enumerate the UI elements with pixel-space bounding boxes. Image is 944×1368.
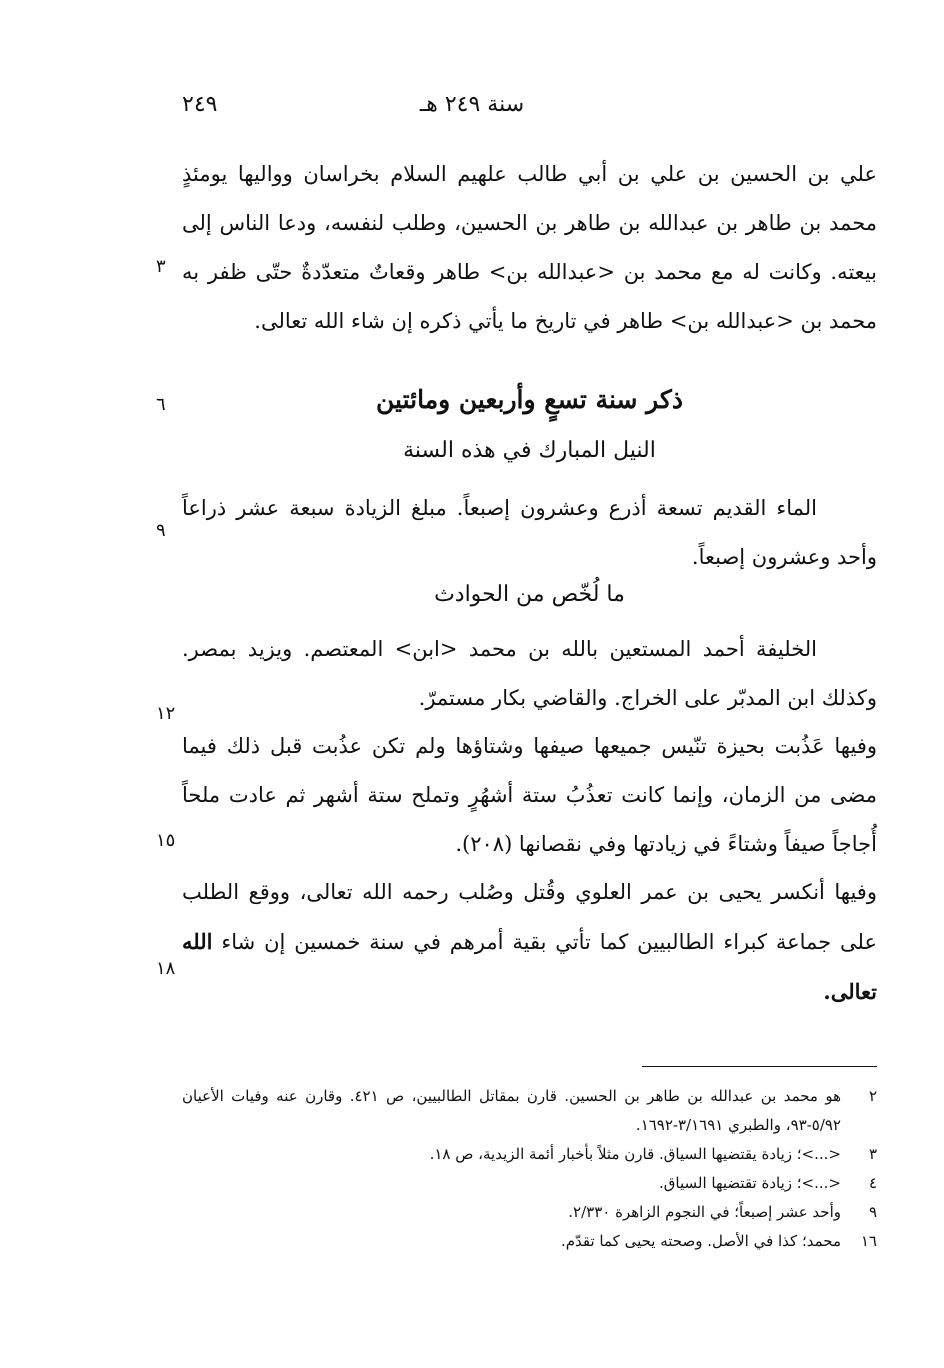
- subheading-nile: النيل المبارك في هذه السنة: [403, 438, 656, 463]
- line-number: ١٥: [156, 830, 176, 851]
- line-number: ٣: [156, 256, 166, 277]
- footnote: [182, 1140, 877, 1169]
- footnote-divider: [642, 1066, 877, 1067]
- footnote-number: ٣: [868, 1145, 877, 1163]
- paragraph-yahya: [182, 868, 877, 1017]
- paragraph-intro: علي بن الحسين بن علي بن أبي طالب علهيم السلام بخراسان وواليها يومئذٍ محمد بن طاهر بن عبدالله بن طاهر بن الحسين، وطلب لنفسه، ودعا الناس إلى بيعته. وكانت له مع محمد بن <عبدالله بن> طاهر وقعاتٌ متعدّدةٌ حتّى ظفر به محمد بن <عبدالله بن> طاهر في تاريخ ما يأتي ذكره إن شاء الله تعالى.: [182, 162, 877, 333]
- section-heading-year: ذكر سنة تسعٍ وأربعين ومائتين: [376, 385, 683, 414]
- footnote-number: ٤: [868, 1174, 877, 1192]
- footnote-text: وأحد عشر إصبعاً؛ في النجوم الزاهرة ٢/٣٣٠.: [568, 1203, 841, 1221]
- paragraph-yahya-text: وفيها أنكسر يحيى بن عمر العلوي وقُتل وصُلب رحمه الله تعالى، ووقع الطلب على جماعة كبراء الطالبيين كما تأتي بقية أمرهم في سنة خمسين إن شاء: [182, 880, 877, 954]
- paragraph-tinnis: وفيها عَذُبت بحيزة تنّيس جميعها صيفها وشتاؤها ولم تكن عذُبت قبل ذلك فيما مضى من الزمان، وإنما كانت تعذُبُ ستة أشهُرٍ وتملح ستة أشهر ثم عادت ملحاً أُجاجاً صيفاً وشتاءً في زيادتها وفي نقصانها (٢٠٨).: [182, 734, 877, 856]
- paragraph-yahya-closing: الله تعالى.: [182, 929, 877, 1004]
- footnote-number: ١٦: [860, 1232, 877, 1250]
- footnotes: [182, 1082, 877, 1256]
- line-number: ١٢: [156, 703, 176, 724]
- footnote-text: هو محمد بن عبدالله بن طاهر بن الحسين. قارن بمقاتل الطالبيين، ص ٤٢١. وقارن عنه وفيات الأعيان ٥/٩٢-٩٣، والطبري ٣/١٦٩١-١٦٩٢.: [182, 1087, 841, 1134]
- footnote: [182, 1198, 877, 1227]
- line-number: ٦: [156, 394, 166, 415]
- footnote: [182, 1227, 877, 1256]
- footnote-text: <...>؛ زيادة يقتضيها السياق. قارن مثلاً بأخبار أئمة الزيدية، ص ١٨.: [429, 1145, 841, 1163]
- page-number: ٢٤٩: [182, 92, 218, 117]
- footnote: [182, 1169, 877, 1198]
- footnote-number: ٩: [868, 1203, 877, 1221]
- line-number: ١٨: [156, 958, 176, 979]
- page-header: [0, 92, 944, 122]
- footnote-number: ٢: [868, 1087, 877, 1105]
- paragraph-nile: الماء القديم تسعة أذرع وعشرون إصبعاً. مبلغ الزيادة سبعة عشر ذراعاً وأحد وعشرون إصبعاً.: [182, 496, 877, 569]
- footnote-text: محمد؛ كذا في الأصل. وصحته يحيى كما تقدّم.: [560, 1232, 841, 1250]
- footnote: [182, 1082, 877, 1140]
- subheading-events: ما لُخّص من الحوادث: [434, 582, 625, 607]
- line-number: ٩: [156, 520, 166, 541]
- running-head: سنة ٢٤٩ هـ: [419, 92, 525, 117]
- footnote-text: <...>؛ زيادة تقتضيها السياق.: [659, 1174, 841, 1192]
- paragraph-officials: الخليفة أحمد المستعين بالله بن محمد <ابن> المعتصم. ويزيد بمصر. وكذلك ابن المدبّر على الخراج. والقاضي بكار مستمرّ.: [182, 637, 877, 710]
